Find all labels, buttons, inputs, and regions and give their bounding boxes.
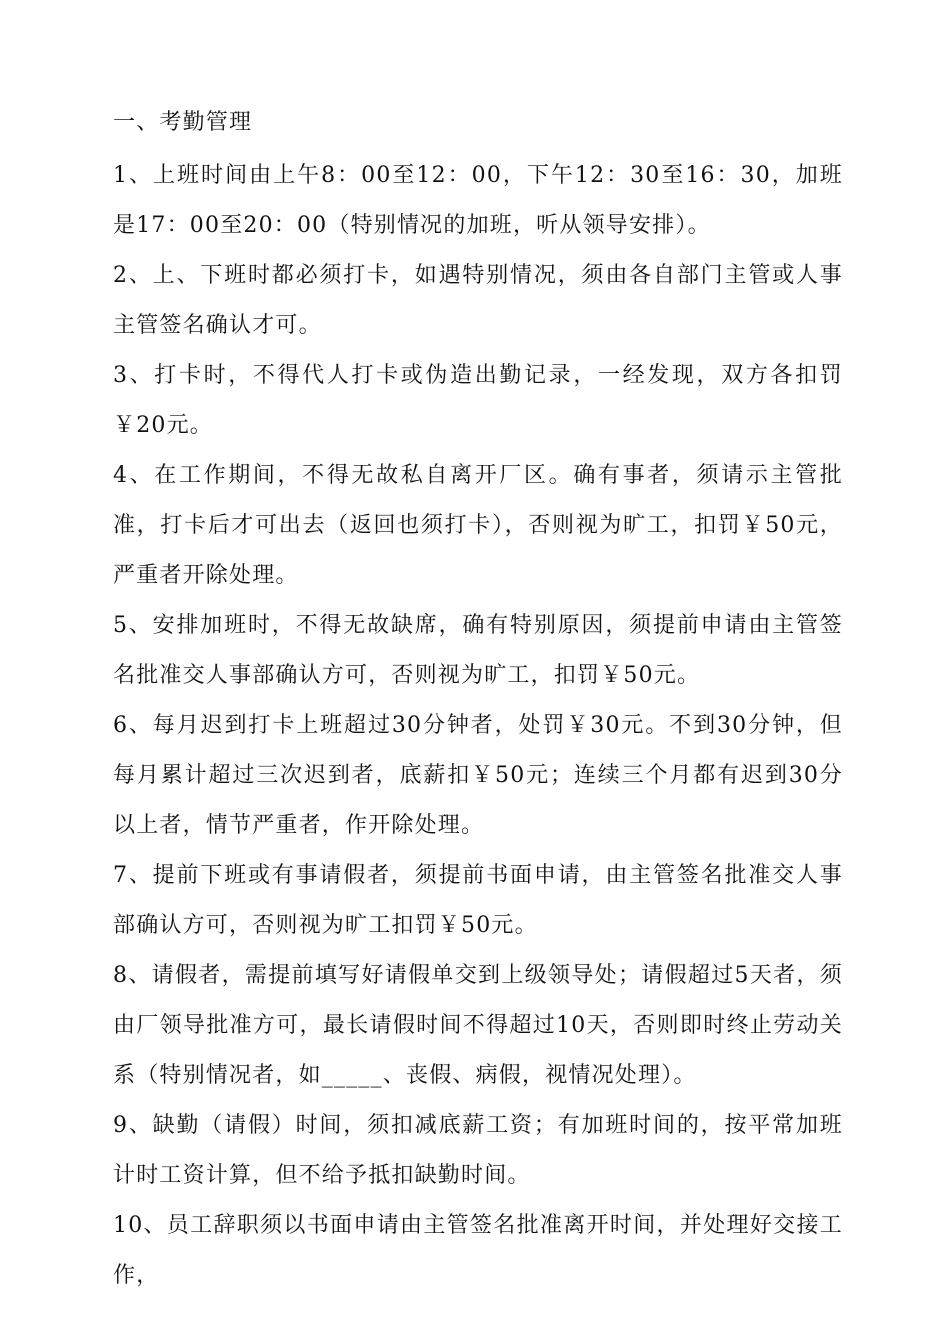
rule-paragraph-10: 10、员工辞职须以书面申请由主管签名批准离开时间，并处理好交接工作， — [113, 1213, 843, 1288]
section-title: 一、考勤管理 — [113, 110, 253, 135]
rule-paragraph-2: 2、上、下班时都必须打卡，如遇特别情况，须由各自部门主管或人事主管签名确认才可。 — [113, 263, 843, 338]
rule-paragraph-1: 1、上班时间由上午8：00至12：00，下午12：30至16：30，加班是17：00至20：00（特别情况的加班，听从领导安排）。 — [113, 163, 843, 238]
rule-paragraph-9: 9、缺勤（请假）时间，须扣减底薪工资；有加班时间的，按平常加班计时工资计算，但不给予抵扣缺勤时间。 — [113, 1113, 843, 1188]
rule-paragraph-4: 4、在工作期间，不得无故私自离开厂区。确有事者，须请示主管批准，打卡后才可出去（返回也须打卡），否则视为旷工，扣罚￥50元，严重者开除处理。 — [113, 463, 843, 588]
document-body — [113, 103, 843, 1301]
rule-paragraph-3: 3、打卡时，不得代人打卡或伪造出勤记录，一经发现，双方各扣罚￥20元。 — [113, 363, 843, 438]
rule-paragraph-5: 5、安排加班时，不得无故缺席，确有特别原因，须提前申请由主管签名批准交人事部确认方可，否则视为旷工，扣罚￥50元。 — [113, 613, 843, 688]
rule-paragraph-6: 6、每月迟到打卡上班超过30分钟者，处罚￥30元。不到30分钟，但每月累计超过三次迟到者，底薪扣￥50元；连续三个月都有迟到30分以上者，情节严重者，作开除处理。 — [113, 713, 843, 838]
rule-paragraph-7: 7、提前下班或有事请假者，须提前书面申请，由主管签名批准交人事部确认方可，否则视为旷工扣罚￥50元。 — [113, 863, 843, 938]
rule-paragraph-8: 8、请假者，需提前填写好请假单交到上级领导处；请假超过5天者，须由厂领导批准方可，最长请假时间不得超过10天，否则即时终止劳动关系（特别情况者，如_____、丧假、病假，视情况处理）。 — [113, 963, 843, 1088]
